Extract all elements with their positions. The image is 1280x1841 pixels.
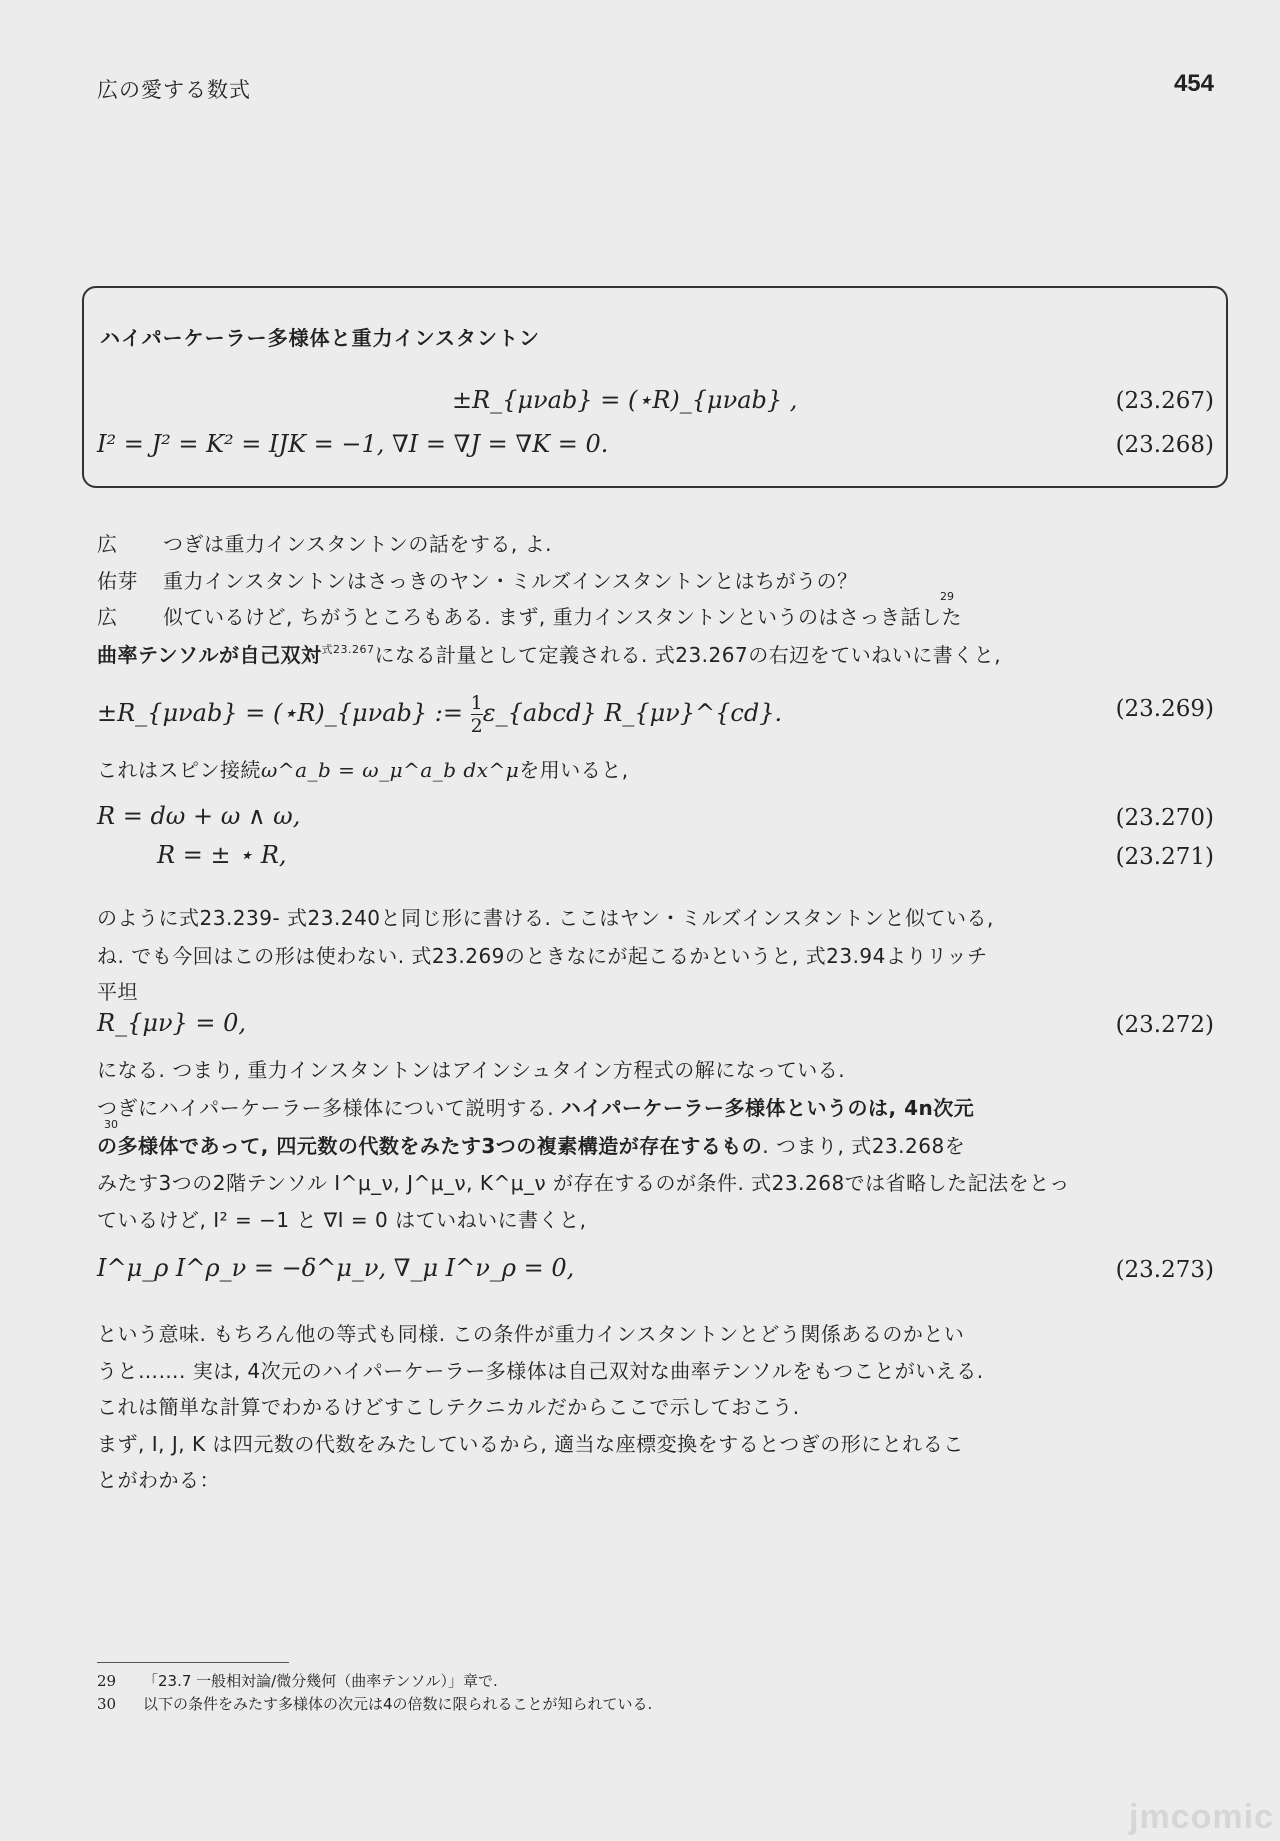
equation-number-23-271: (23.271) — [1115, 844, 1214, 870]
footnote-divider — [97, 1662, 289, 1663]
box-title: ハイパーケーラー多様体と重力インスタントン — [100, 326, 540, 350]
paragraph-line — [97, 639, 1001, 668]
paragraph-line — [97, 1130, 965, 1159]
paragraph-text: . つまり, 式23.268を — [762, 1134, 966, 1158]
paragraph-text: になる計量として定義される. 式23.267の右辺をていねいに書くと, — [374, 643, 1002, 667]
footnote-29 — [97, 1670, 498, 1691]
paragraph-line: うと……. 実は, 4次元のハイパーケーラー多様体は自己双対な曲率テンソルをもつことがいえる. — [97, 1359, 984, 1383]
paragraph-line: とがわかる： — [97, 1468, 220, 1492]
equation-23-273: I^μ_ρ I^ρ_ν = −δ^μ_ν, ∇_μ I^ν_ρ = 0, — [97, 1254, 575, 1282]
equation-number-23-267: (23.267) — [1115, 388, 1214, 414]
dialogue-text: つぎは重力インスタントンの話をする, よ. — [163, 532, 552, 556]
paragraph-text: つぎにハイパーケーラー多様体について説明する. — [97, 1096, 561, 1120]
equation-number-23-269: (23.269) — [1115, 696, 1214, 722]
equation-number-23-270: (23.270) — [1115, 805, 1214, 831]
paragraph-line: 平坦 — [97, 980, 138, 1004]
bold-term: の多様体であって, 四元数の代数をみたす3つの複素構造が存在するもの — [97, 1134, 763, 1158]
paragraph-line: ね. でも今回はこの形は使わない. 式23.269のときなにが起こるかというと, 式23.94よりリッチ — [97, 944, 988, 968]
paragraph-line: ているけど, I² = −1 と ∇I = 0 はていねいに書くと, — [97, 1208, 587, 1232]
equation-23-269 — [97, 692, 782, 737]
footnote-mark-29: 29 — [940, 590, 954, 603]
paragraph-line: みたす3つの2階テンソル I^μ_ν, J^μ_ν, K^μ_ν が存在するのが条件. 式23.268では省略した記法をとっ — [97, 1171, 1070, 1195]
speaker-name: 佑芽 — [97, 569, 138, 593]
fraction-numerator: 1 — [470, 692, 483, 714]
inline-math: ω^a_b = ω_μ^a_b dx^μ — [261, 758, 520, 782]
bold-term: ハイパーケーラー多様体というのは, 4n次元 — [560, 1096, 975, 1120]
footnote-number: 30 — [97, 1695, 117, 1713]
speaker-name: 広 — [97, 605, 118, 629]
equation-number-23-273: (23.273) — [1115, 1257, 1214, 1283]
bold-term: 曲率テンソルが自己双対 — [97, 643, 322, 667]
paragraph-line: まず, I, J, K は四元数の代数をみたしているから, 適当な座標変換をするとつぎの形にとれるこ — [97, 1432, 964, 1456]
footnote-number: 29 — [97, 1672, 117, 1690]
equation-23-271: R = ± ⋆ R, — [157, 841, 287, 869]
paragraph-text: これはスピン接続 — [97, 758, 261, 782]
paragraph-line: になる. つまり, 重力インスタントンはアインシュタイン方程式の解になっている. — [97, 1058, 846, 1082]
dialogue-line — [97, 601, 962, 630]
equation-lhs: ±R_{μνab} = (⋆R)_{μνab} := — [97, 699, 471, 727]
footnote-30 — [97, 1693, 652, 1714]
dialogue-text: 似ているけど, ちがうところもある. まず, 重力インスタントンというのはさっき話した — [163, 605, 963, 629]
footnote-text: 以下の条件をみたす多様体の次元は4の倍数に限られることが知られている. — [143, 1695, 653, 1713]
paragraph-line: のように式23.239- 式23.240と同じ形に書ける. ここはヤン・ミルズインスタントンと似ている, — [97, 906, 994, 930]
equation-23-270: R = dω + ω ∧ ω, — [97, 802, 301, 830]
equation-number-23-268: (23.268) — [1115, 432, 1214, 458]
footnote-text: 「23.7 一般相対論/微分幾何（曲率テンソル）」章で. — [143, 1672, 498, 1690]
paragraph-line: これは簡単な計算でわかるけどすこしテクニカルだからここで示しておこう. — [97, 1395, 800, 1419]
paragraph-line — [97, 754, 629, 783]
dialogue-line — [97, 528, 552, 557]
fraction-denominator: 2 — [470, 715, 483, 737]
dialogue-text: 重力インスタントンはさっきのヤン・ミルズインスタントンとはちがうの？ — [163, 569, 858, 593]
page-number: 454 — [1173, 70, 1214, 97]
paragraph-line: という意味. もちろん他の等式も同様. この条件が重力インスタントンとどう関係あるのかとい — [97, 1322, 965, 1346]
equation-rhs: ε_{abcd} R_{μν}^{cd}. — [482, 699, 783, 727]
equation-23-267: ±R_{μνab} = (⋆R)_{μνab} , — [452, 386, 798, 414]
equation-23-272: R_{μν} = 0, — [97, 1009, 247, 1037]
footnote-mark-30: 30 — [104, 1118, 118, 1131]
equation-reference: 式23.267 — [321, 643, 375, 656]
fraction — [471, 692, 483, 737]
speaker-name: 広 — [97, 532, 118, 556]
watermark: jmcomic — [1129, 1798, 1274, 1836]
paragraph-line — [97, 1092, 974, 1121]
equation-23-268: I² = J² = K² = IJK = −1, ∇I = ∇J = ∇K = 0. — [97, 430, 609, 458]
equation-number-23-272: (23.272) — [1115, 1012, 1214, 1038]
dialogue-line — [97, 565, 858, 594]
paragraph-text: を用いると, — [519, 758, 629, 782]
running-title: 広の愛する数式 — [97, 78, 251, 102]
